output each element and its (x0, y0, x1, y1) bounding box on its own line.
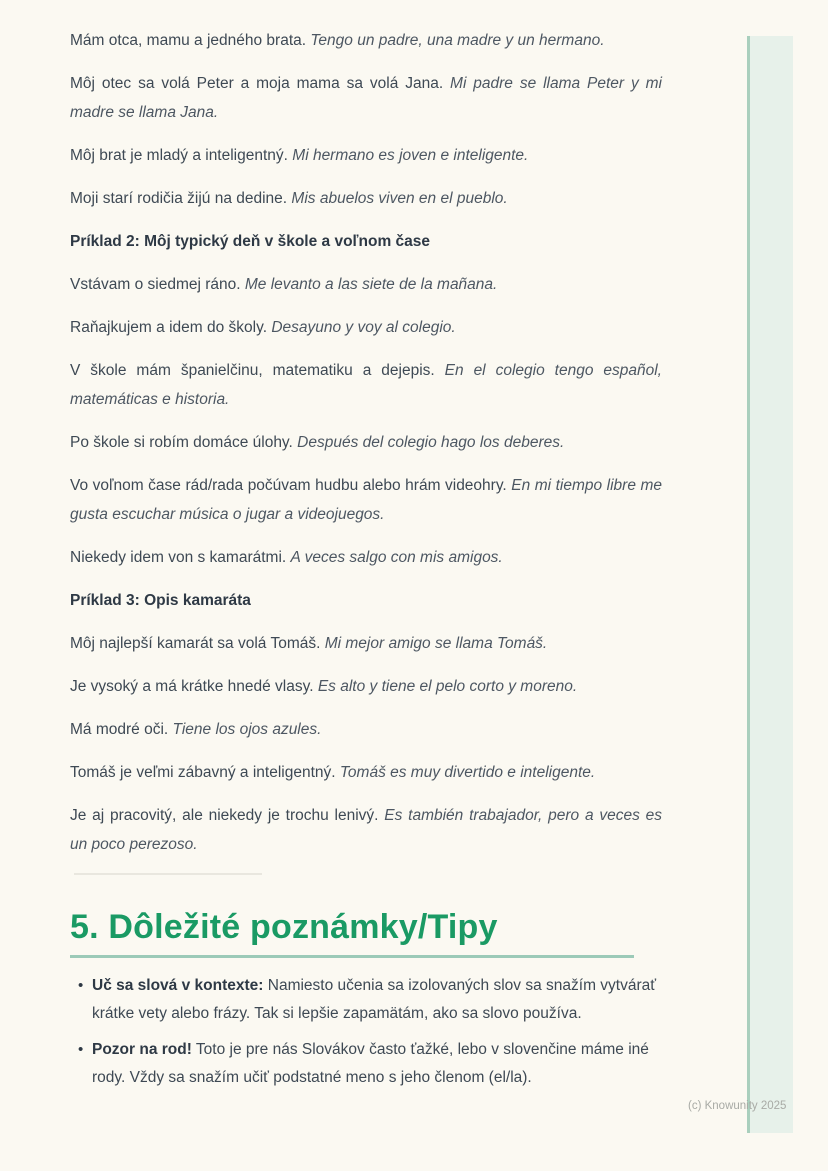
spanish-translation: Mi mejor amigo se llama Tomáš. (324, 635, 548, 652)
slovak-sentence: Mám otca, mamu a jedného brata. (70, 32, 311, 49)
slovak-sentence: Niekedy idem von s kamarátmi. (70, 549, 291, 566)
slovak-sentence: Moji starí rodičia žijú na dedine. (70, 190, 292, 207)
watermark: (c) Knowunity 2025 (688, 1100, 787, 1112)
slovak-sentence: Je vysoký a má krátke hnedé vlasy. (70, 678, 318, 695)
faint-divider (74, 873, 262, 875)
slovak-sentence: V škole mám španielčinu, matematiku a dejepis. (70, 362, 445, 379)
slovak-sentence: Má modré oči. (70, 721, 173, 738)
spanish-translation: En el colegio tengo español, matemáticas e historia. (70, 362, 662, 408)
slovak-sentence: Vo voľnom čase rád/rada počúvam hudbu alebo hrám videohry. (70, 477, 512, 494)
bilingual-sentence (70, 428, 662, 457)
spanish-translation: Es alto y tiene el pelo corto y moreno. (317, 678, 578, 695)
spanish-translation: Mi hermano es joven e inteligente. (292, 147, 529, 164)
example-heading: Príklad 2: Môj typický deň v škole a voľnom čase (70, 233, 431, 250)
spanish-translation: Mi padre se llama Peter y mi madre se llama Jana. (70, 75, 662, 121)
page-accent-bar (747, 36, 793, 1133)
slovak-sentence: Raňajkujem a idem do školy. (70, 319, 272, 336)
bilingual-sentence (70, 672, 662, 701)
spanish-translation: Me levanto a las siete de la mañana. (244, 276, 498, 293)
slovak-sentence: Po škole si robím domáce úlohy. (70, 434, 298, 451)
slovak-sentence: Vstávam o siedmej ráno. (70, 276, 245, 293)
bilingual-sentence (70, 715, 662, 744)
tips-list (70, 972, 662, 1092)
slovak-sentence: Tomáš je veľmi zábavný a inteligentný. (70, 764, 340, 781)
bilingual-sentence (70, 184, 662, 213)
section-title-underline (70, 955, 634, 958)
section-title: 5. Dôležité poznámky/Tipy (70, 908, 498, 946)
bilingual-sentence (70, 758, 662, 787)
spanish-translation: En mi tiempo libre me gusta escuchar música o jugar a videojuegos. (70, 477, 662, 523)
spanish-translation: A veces salgo con mis amigos. (290, 549, 503, 566)
slovak-sentence: Môj otec sa volá Peter a moja mama sa volá Jana. (70, 75, 451, 92)
slovak-sentence: Je aj pracovitý, ale niekedy je trochu lenivý. (70, 807, 385, 824)
bilingual-sentence (70, 629, 662, 658)
bilingual-sentence (70, 69, 662, 127)
slovak-sentence: Môj najlepší kamarát sa volá Tomáš. (70, 635, 325, 652)
bilingual-sentence (70, 270, 662, 299)
tip-item (70, 1036, 662, 1092)
bilingual-sentence (70, 356, 662, 414)
tip-lead: Uč sa slová v kontexte: (92, 977, 264, 994)
spanish-translation: Desayuno y voy al colegio. (271, 319, 456, 336)
spanish-translation: Mis abuelos viven en el pueblo. (291, 190, 508, 207)
bilingual-sentence (70, 313, 662, 342)
tip-text: Toto je pre nás Slovákov často ťažké, lebo v slovenčine máme iné rody. Vždy sa snažím učiť podstatné meno s jeho členom (el/la). (92, 1041, 649, 1086)
tip-lead: Pozor na rod! (92, 1041, 192, 1058)
slovak-sentence: Môj brat je mladý a inteligentný. (70, 147, 293, 164)
bilingual-sentence (70, 471, 662, 529)
spanish-translation: Tengo un padre, una madre y un hermano. (310, 32, 605, 49)
bilingual-sentence (70, 26, 662, 55)
spanish-translation: Tiene los ojos azules. (172, 721, 322, 738)
spanish-translation: Tomáš es muy divertido e inteligente. (339, 764, 596, 781)
bilingual-sentence (70, 801, 662, 859)
bullet-icon: • (78, 977, 84, 994)
bilingual-sentence (70, 141, 662, 170)
spanish-translation: Es también trabajador, pero a veces es un poco perezoso. (70, 807, 663, 853)
tip-item (70, 972, 662, 1028)
document-content (70, 26, 662, 1100)
example-heading: Príklad 3: Opis kamaráta (70, 592, 251, 609)
bilingual-sentence (70, 543, 662, 572)
bullet-icon: • (78, 1041, 84, 1058)
spanish-translation: Después del colegio hago los deberes. (297, 434, 565, 451)
tip-text: Namiesto učenia sa izolovaných slov sa snažím vytvárať krátke vety alebo frázy. Tak si lepšie zapamätám, ako sa slovo používa. (92, 977, 657, 1022)
